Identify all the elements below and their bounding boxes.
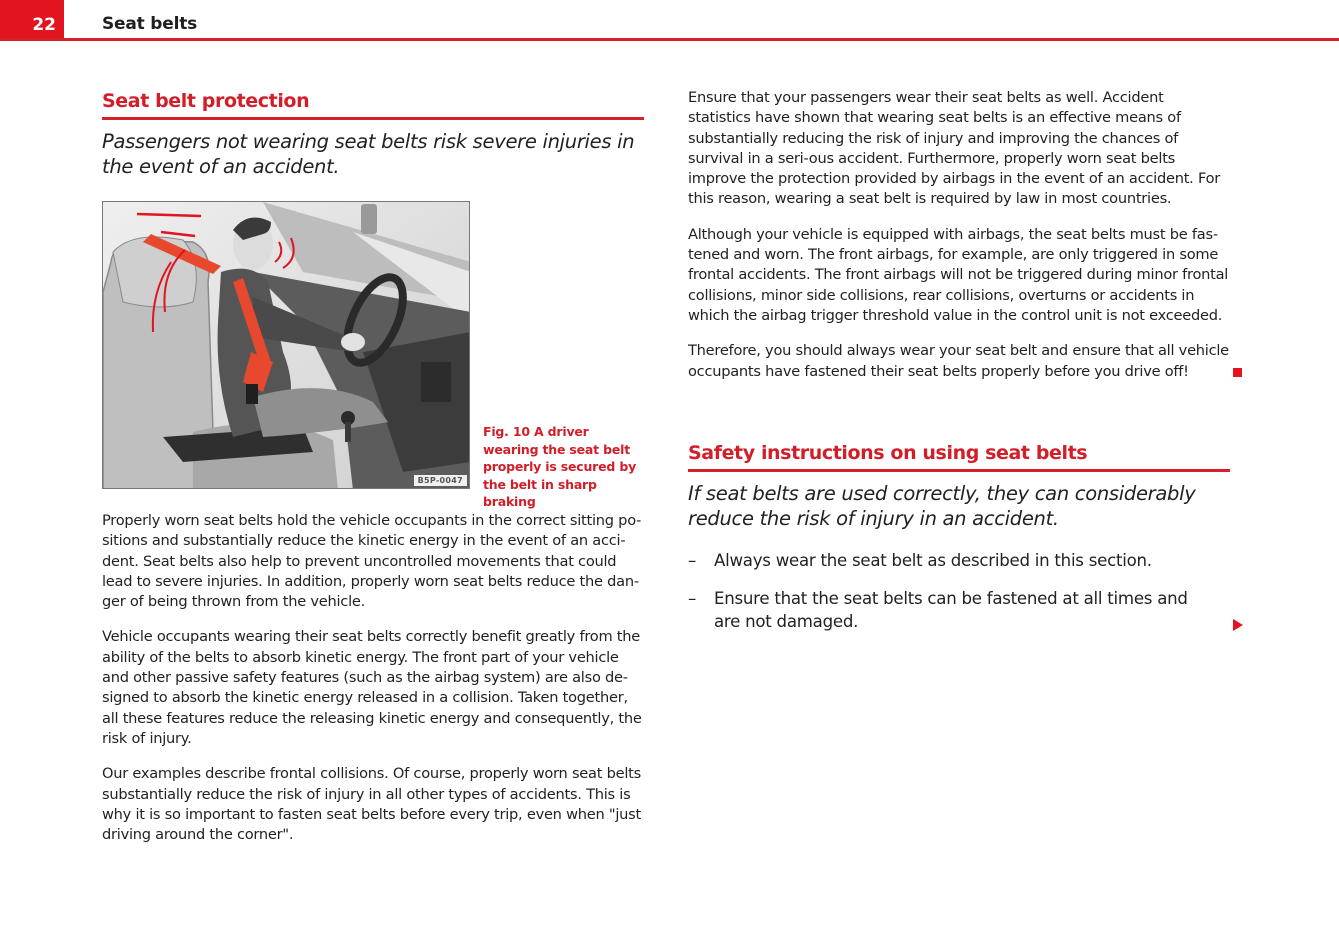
body-paragraph: Although your vehicle is equipped with airbags, the seat belts must be fas-tened and worn. The front airbags, for example, are only triggered in some frontal accidents. The front airbags will not be triggered during minor frontal collisions, minor side collisions, rear collisions, overturns or accidents in which the airbag trigger threshold value in the control unit is not exceeded. bbox=[688, 225, 1229, 324]
list-item bbox=[688, 549, 1230, 572]
driver-seatbelt-illustration bbox=[102, 201, 470, 489]
right-column bbox=[688, 88, 1230, 648]
driver-illustration-icon bbox=[103, 202, 470, 489]
body-paragraph: Properly worn seat belts hold the vehicle occupants in the correct sitting po-sitions and substantially reduce the kinetic energy in the event of an acci-dent. Seat belts also help to prevent uncontrolled movements that could lead to severe injuries. In addition, properly worn seat belts reduce the dan-ger of being thrown from the vehicle. bbox=[102, 512, 642, 611]
section-title-safety-instructions: Safety instructions on using seat belts bbox=[688, 440, 1230, 472]
list-item bbox=[688, 587, 1230, 633]
body-paragraph: Our examples describe frontal collisions. Of course, properly worn seat belts substantially reduce the risk of injury in all other types of accidents. This is why it is so important to fasten seat belts before every trip, even when "just driving around the corner". bbox=[102, 765, 641, 844]
running-title: Seat belts bbox=[102, 14, 198, 34]
left-column bbox=[102, 88, 644, 845]
body-paragraph: Therefore, you should always wear your seat belt and ensure that all vehicle occupants have fastened their seat belts properly before you drive off! bbox=[688, 342, 1229, 380]
section-lead: If seat belts are used correctly, they can considerably reduce the risk of injury in an accident. bbox=[688, 481, 1196, 530]
list-item-text: Always wear the seat belt as described in this section. bbox=[714, 550, 1152, 570]
section-lead: Passengers not wearing seat belts risk severe injuries in the event of an accident. bbox=[102, 130, 635, 178]
continue-arrow-icon bbox=[1233, 619, 1243, 631]
figure-code: B5P-0047 bbox=[414, 475, 467, 486]
figure-10 bbox=[102, 201, 644, 509]
dash-bullet-icon: – bbox=[688, 550, 697, 570]
figure-caption: Fig. 10 A driver wearing the seat belt properly is secured by the belt in sharp braking bbox=[483, 424, 637, 509]
page-header bbox=[0, 0, 1339, 42]
header-rule bbox=[0, 38, 1339, 41]
body-paragraph: Ensure that your passengers wear their seat belts as well. Accident statistics have shown that wearing seat belts is an effective means of substantially reducing the risk of injury and improving the chances of survival in a seri-ous accident. Furthermore, properly worn seat belts improve the protection provided by airbags in the event of an accident. For this reason, wearing a seat belt is required by law in most countries. bbox=[688, 89, 1220, 208]
list-item-text: Ensure that the seat belts can be fastened at all times and are not damaged. bbox=[714, 588, 1188, 631]
section-end-square-icon bbox=[1233, 368, 1242, 377]
section-title-seat-belt-protection: Seat belt protection bbox=[102, 88, 644, 120]
instruction-list bbox=[688, 549, 1230, 633]
body-paragraph: Vehicle occupants wearing their seat belts correctly benefit greatly from the ability of the belts to absorb kinetic energy. The front part of your vehicle and other passive safety features (such as the airbag system) are also de-signed to absorb the kinetic energy released in a collision. Taken together, all these features reduce the releasing kinetic energy and consequently, the risk of injury. bbox=[102, 628, 642, 747]
dash-bullet-icon: – bbox=[688, 588, 697, 608]
page-number: 22 bbox=[0, 0, 64, 40]
